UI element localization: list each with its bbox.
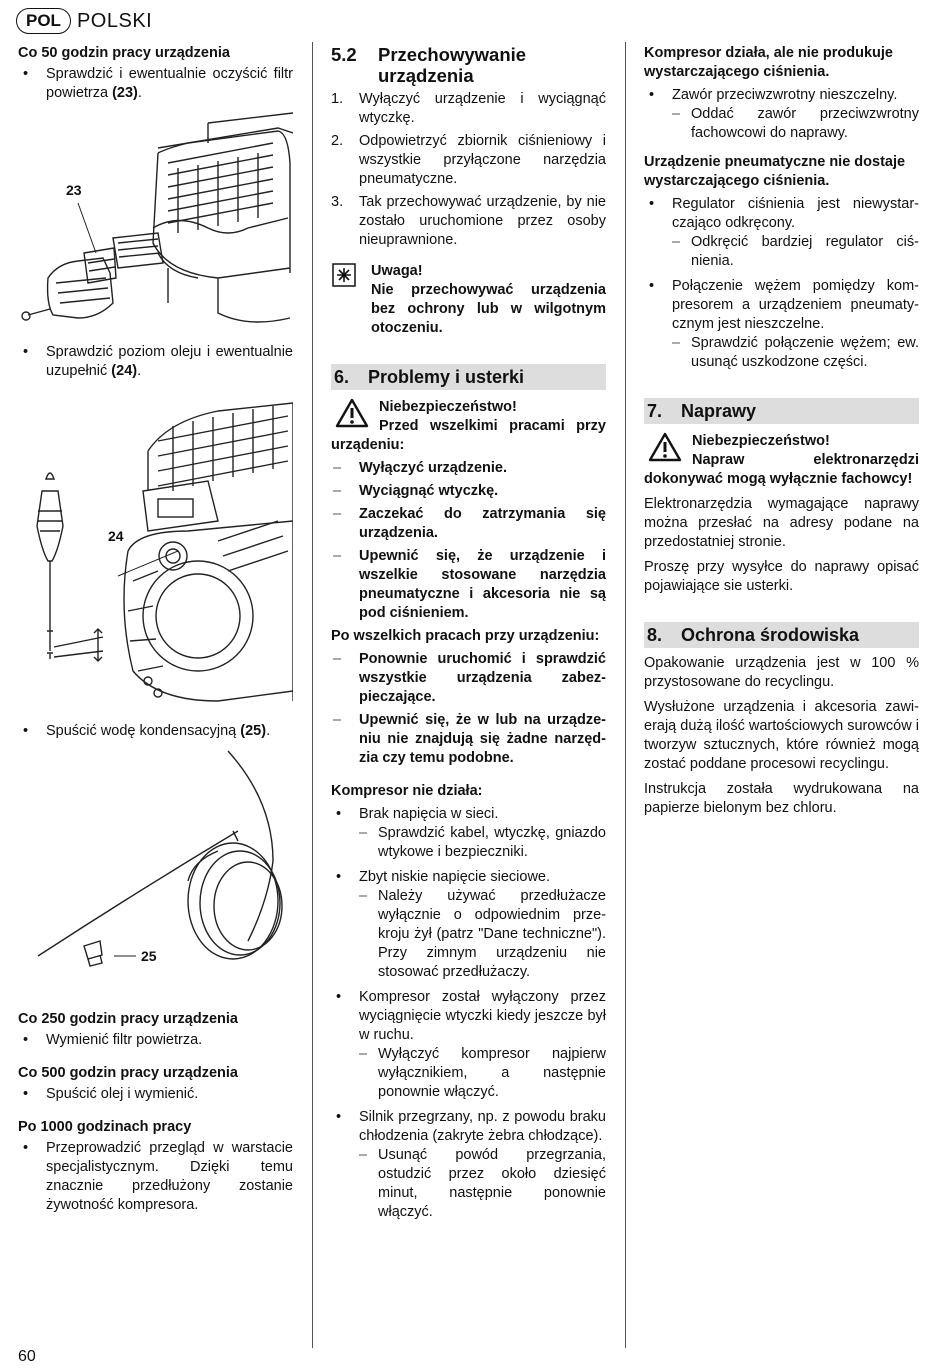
caution-icon bbox=[331, 262, 357, 288]
environment-paragraph-3: Instrukcja została wydrukowana na papierze bielonym bez chloru. bbox=[644, 781, 919, 816]
language-title: POLSKI bbox=[76, 9, 153, 32]
column-1 bbox=[18, 44, 293, 1215]
figure-24-oil-level bbox=[18, 381, 293, 716]
bullet-1000h: • Przeprowadzić przegląd w warstacie specjalistycznym. Dzięki temu znacznie przedłużony zostanie żywotność kompresora. bbox=[18, 1139, 293, 1215]
section-5-2-heading: 5.2 Przechowywanie urządzenia bbox=[331, 44, 527, 86]
danger-notice bbox=[331, 398, 606, 455]
fault-cause: • Silnik przegrzany, np. z powodu braku chłodzenia (zakryte żebra chłodzące). bbox=[331, 1108, 606, 1146]
fault-cause: • Brak napięcia w sieci. bbox=[331, 805, 606, 824]
heading-1000h: Po 1000 godzinach pracy bbox=[18, 1119, 192, 1135]
figure-25-drain bbox=[18, 741, 293, 996]
caution-text: Nie przechowywać urządzenia bez ochrony lub w wilgotnym otoczeniu. bbox=[371, 282, 606, 336]
list-item: – Wyciągnąć wtyczkę. bbox=[331, 482, 606, 501]
post-work-heading: Po wszelkich pracach przy urządzeniu: bbox=[331, 628, 600, 644]
list-item: – Ponownie uruchomić i sprawdzić wszystkie urządzenia zabezpieczające. bbox=[331, 650, 606, 707]
figure-25-label: 25 bbox=[141, 948, 157, 964]
section-7-heading: 7. Naprawy bbox=[644, 398, 919, 424]
language-badge: POL bbox=[16, 8, 71, 34]
fault-fix: – Sprawdzić połączenie wężem; ew. usunąć uszkodzone części. bbox=[644, 334, 919, 372]
bullet-water: • Spuścić wodę kondensacyjną (25). bbox=[18, 722, 293, 741]
list-item: 1. Wyłączyć urządzenie i wyciągnąć wtyczkę. bbox=[331, 91, 606, 126]
fault-cause: • Regulator ciśnienia jest niewystarczająco odkręcony. bbox=[644, 195, 919, 233]
repair-paragraph-2: Proszę przy wysyłce do naprawy opisać pojawiające sie usterki. bbox=[644, 559, 919, 594]
bullet-500h: • Spuścić olej i wymienić. bbox=[18, 1085, 293, 1104]
page-number: 60 bbox=[18, 1348, 36, 1365]
pre-work-steps bbox=[331, 459, 606, 623]
list-item: – Zaczekać do zatrzymania się urządzenia. bbox=[331, 505, 606, 543]
bullet-250h: • Wymienić filtr powietrza. bbox=[18, 1031, 293, 1050]
fault-3-heading: Urządzenie pneumatyczne nie dostaje wystarczającego ciśnienia. bbox=[644, 154, 906, 189]
fault-cause: • Połączenie wężem pomiędzy kompresorem a urządzeniem pneumatycznym jest nieszczelne. bbox=[644, 277, 919, 334]
storage-steps bbox=[331, 90, 606, 250]
post-work-steps bbox=[331, 650, 606, 768]
fault-fix: – Należy używać przedłużacze wyłącznie o odpowiednim przekroju żył (patrz "Dane techniczne"). Przy zimnym urządzeniu nie stosować przedłużaczy. bbox=[331, 887, 606, 982]
fault-cause: • Zbyt niskie napięcie sieciowe. bbox=[331, 868, 606, 887]
fault-1-heading: Kompresor nie działa: bbox=[331, 783, 483, 799]
list-item: – Wyłączyć urządzenie. bbox=[331, 459, 606, 478]
fault-cause: • Zawór przeciwzwrotny nieszczelny. bbox=[644, 86, 919, 105]
section-6-heading: 6. Problemy i usterki bbox=[331, 364, 606, 390]
danger-notice-7 bbox=[644, 432, 919, 489]
list-item: – Upewnić się, że w lub na urządzeniu nie znajdują się żadne narzędzia czy temu podobne. bbox=[331, 711, 606, 768]
column-divider-2 bbox=[625, 42, 626, 1348]
fault-fix: – Wyłączyć kompresor najpierw wyłącznikiem, a następnie ponownie włączyć. bbox=[331, 1045, 606, 1102]
environment-paragraph-2: Wysłużone urządzenia i akcesoria zawierają dużą ilość wartościowych surowców i tworzyw sztucznych, które również mogą zostać poddane procesowi recyclingu. bbox=[644, 699, 919, 772]
list-item: 2. Odpowietrzyć zbiornik ciśnieniowy i wszystkie przyłączone narzędzia pneumatyczne. bbox=[331, 133, 606, 187]
list-item: 3. Tak przechowywać urządzenie, by nie zostało uruchomione przez osoby nieuprawnione. bbox=[331, 194, 606, 248]
bullet-filter: • Sprawdzić i ewentualnie oczyścić filtr powietrza (23). bbox=[18, 65, 293, 103]
column-2 bbox=[331, 44, 606, 1222]
danger-text: Napraw elektronarzędzi dokonywać mogą wyłącznie fachowcy! bbox=[644, 452, 919, 487]
fault-fix: – Usunąć powód przegrzania, ostudzić przez około dziesięć minut, następnie ponownie włączyć. bbox=[331, 1146, 606, 1222]
column-divider-1 bbox=[312, 42, 313, 1348]
fault-cause: • Kompresor został wyłączony przez wyciągnięcie wtyczki kiedy jeszcze był w ruchu. bbox=[331, 988, 606, 1045]
fault-fix: – Sprawdzić kabel, wtyczkę, gniazdo wtykowe i bezpieczniki. bbox=[331, 824, 606, 862]
repair-paragraph-1: Elektronarzędzia wymagające naprawy można przesłać na adresy podane na przedostatniej stronie. bbox=[644, 496, 919, 550]
environment-paragraph-1: Opakowanie urządzenia jest w 100 % przystosowane do recyclingu. bbox=[644, 655, 919, 690]
figure-23-air-filter bbox=[18, 103, 293, 333]
figure-24-label: 24 bbox=[108, 528, 124, 544]
heading-50h: Co 50 godzin pracy urządzenia bbox=[18, 45, 230, 61]
section-8-heading: 8. Ochrona środowiska bbox=[644, 622, 919, 648]
column-3 bbox=[644, 44, 919, 818]
danger-title: Niebezpieczeństwo! bbox=[644, 432, 919, 451]
danger-text: Przed wszelkimi pracami przy urządeniu: bbox=[331, 418, 606, 453]
list-item: – Upewnić się, że urządzenie i wszelkie stosowane narzędzia pneumatyczne i akcesoria nie są pod ciśnieniem. bbox=[331, 547, 606, 623]
figure-23-label: 23 bbox=[66, 182, 82, 198]
page-header bbox=[16, 8, 152, 34]
fault-2-heading: Kompresor działa, ale nie produkuje wystarczającego ciśnienia. bbox=[644, 45, 893, 80]
fault-fix: – Oddać zawór przeciwzwrotny fachowcowi do naprawy. bbox=[644, 105, 919, 143]
caution-notice bbox=[331, 262, 606, 338]
fault-fix: – Odkręcić bardziej regulator ciśnienia. bbox=[644, 233, 919, 271]
heading-500h: Co 500 godzin pracy urządzenia bbox=[18, 1065, 238, 1081]
fault-1-list bbox=[331, 805, 606, 1222]
danger-title: Niebezpieczeństwo! bbox=[331, 398, 606, 417]
caution-title: Uwaga! bbox=[371, 263, 423, 279]
warning-triangle-icon bbox=[648, 432, 682, 462]
warning-triangle-icon bbox=[335, 398, 369, 428]
bullet-oil: • Sprawdzić poziom oleju i ewentualnie uzupełnić (24). bbox=[18, 343, 293, 381]
heading-250h: Co 250 godzin pracy urządzenia bbox=[18, 1011, 238, 1027]
